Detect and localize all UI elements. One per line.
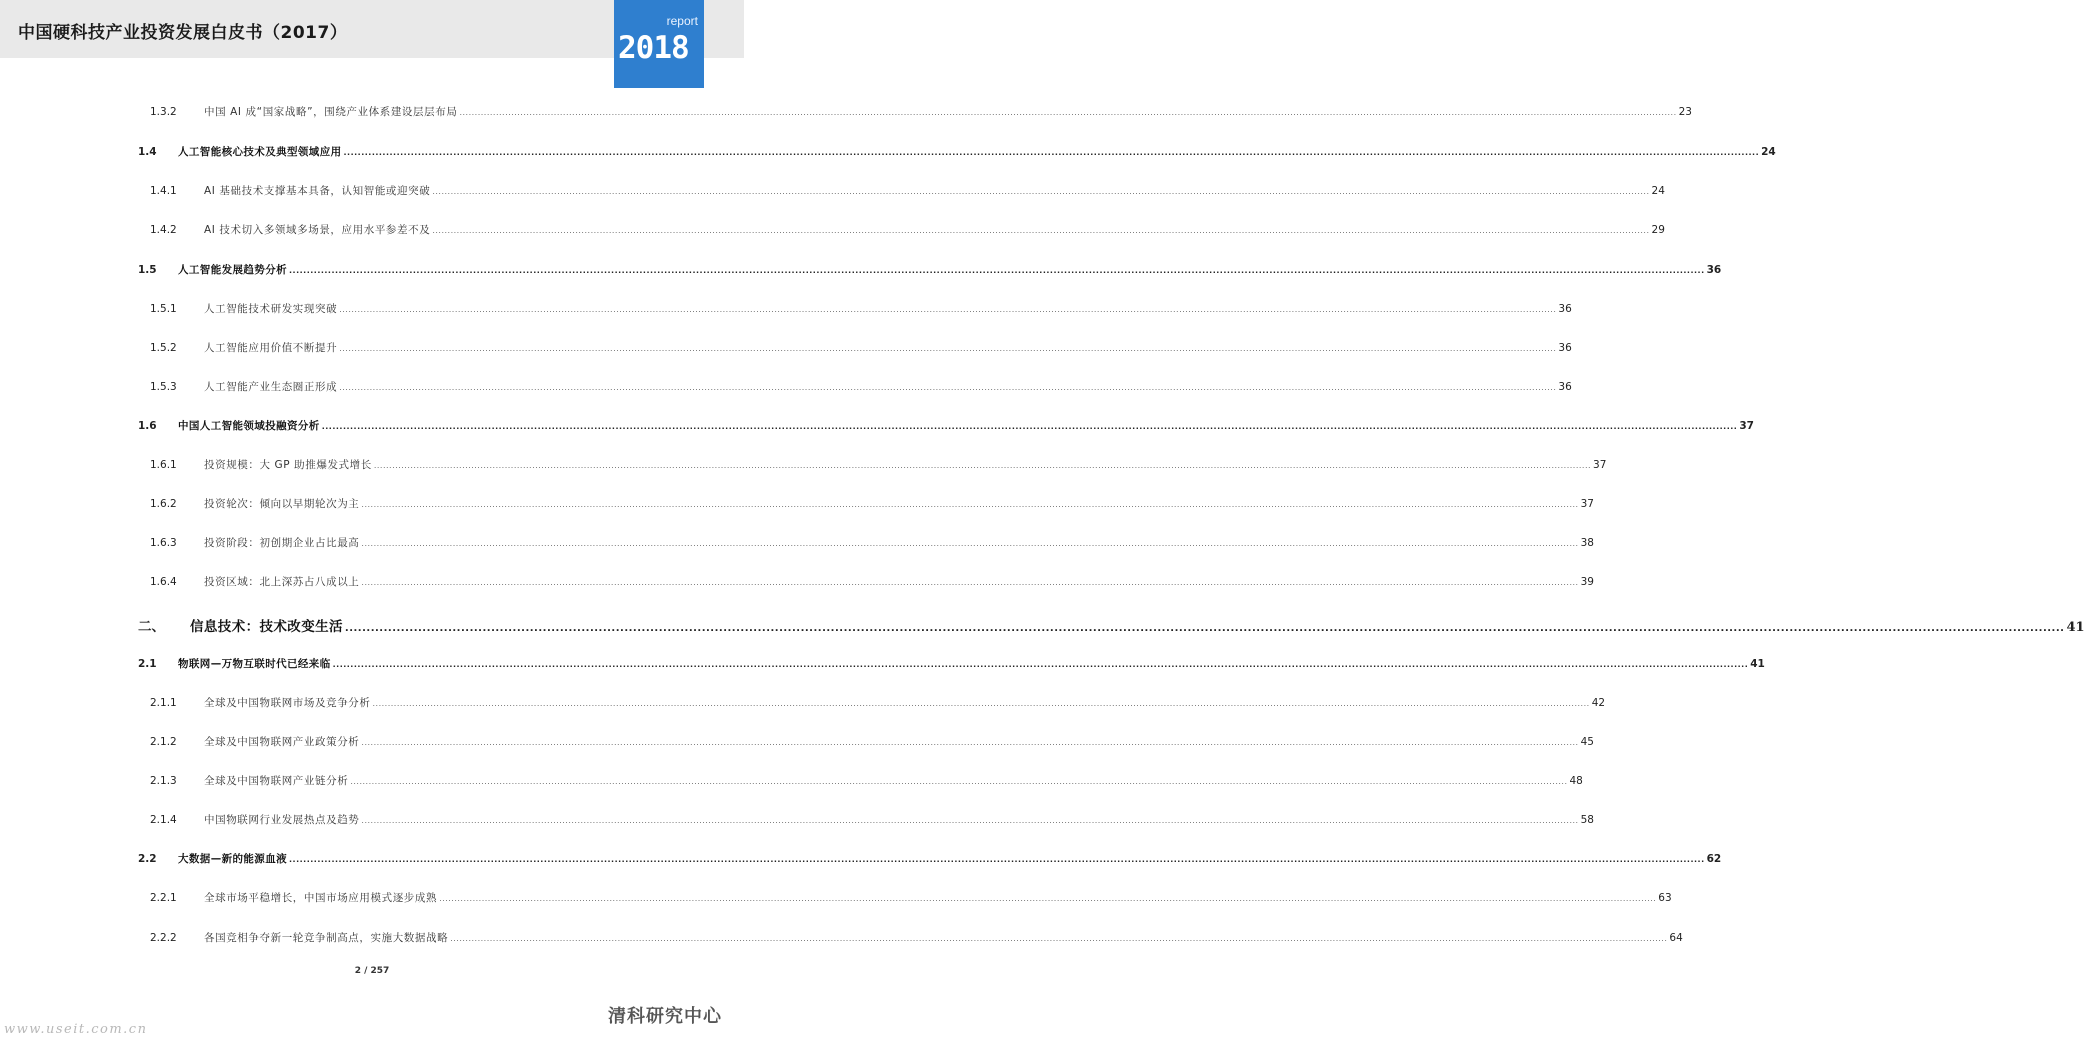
toc-leader-dots: ................................................................................................................................................................................................................................................................................................................................................................................................................ [432, 226, 1650, 235]
toc-entry-page: 36 [1558, 342, 1572, 354]
toc-entry[interactable] [138, 418, 1754, 433]
toc-leader-dots: ................................................................................................................................................................................................................................................................................................................................................................................................................ [361, 816, 1579, 825]
toc-entry[interactable] [138, 851, 1722, 866]
toc-entry-title: 人工智能技术研发实现突破 [204, 303, 338, 315]
toc-entry[interactable] [150, 535, 1594, 550]
toc-leader-dots: ................................................................................................................................................................................................................................................................................................................................................................................................................ [439, 894, 1657, 903]
toc-entry-page: 36 [1558, 303, 1572, 315]
toc-entry-title: 各国竞相争夺新一轮竞争制高点，实施大数据战略 [204, 932, 449, 944]
toc-entry-page: 37 [1593, 459, 1607, 471]
toc-leader-dots: ................................................................................................................................................................................................................................................................................................................................................................................................................ [332, 660, 1749, 669]
toc-leader-dots: ................................................................................................................................................................................................................................................................................................................................................................................................................ [361, 539, 1579, 548]
toc-entry-title: 投资区域：北上深苏占八成以上 [204, 576, 360, 588]
toc-entry-title: 中国 AI 成“国家战略”，围绕产业体系建设层层布局 [204, 106, 458, 118]
toc-entry-page: 42 [1591, 697, 1606, 709]
toc-entry-title: 物联网—万物互联时代已经来临 [178, 658, 331, 670]
report-year-badge [614, 0, 704, 88]
toc-entry[interactable] [150, 301, 1572, 316]
toc-entry-title: 中国人工智能领域投融资分析 [178, 420, 320, 432]
toc-entry-page: 36 [1706, 264, 1722, 276]
toc-leader-dots: ................................................................................................................................................................................................................................................................................................................................................................................................................ [432, 187, 1650, 196]
toc-leader-dots: ................................................................................................................................................................................................................................................................................................................................................................................................................ [361, 578, 1579, 587]
toc-entry[interactable] [150, 457, 1607, 472]
toc-entry[interactable] [150, 183, 1665, 198]
document-title: 中国硬科技产业投资发展白皮书（2017） [18, 23, 348, 43]
toc-entry-page: 38 [1580, 537, 1594, 549]
toc-entry-page: 24 [1651, 185, 1665, 197]
toc-entry-page: 24 [1761, 146, 1776, 158]
toc-leader-dots: ................................................................................................................................................................................................................................................................................................................................................................................................................ [339, 344, 1557, 353]
toc-entry-number: 2.1.4 [150, 814, 177, 826]
toc-entry-title: 中国物联网行业发展热点及趋势 [204, 814, 360, 826]
toc-entry-title: 全球及中国物联网产业政策分析 [204, 736, 360, 748]
toc-entry-title: 人工智能核心技术及典型领域应用 [178, 146, 342, 158]
toc-entry-page: 41 [1750, 658, 1765, 670]
toc-entry-number: 2.1.1 [150, 697, 177, 709]
toc-entry-page: 39 [1580, 576, 1594, 588]
toc-entry[interactable] [150, 773, 1583, 788]
toc-entry-number: 1.4.1 [150, 185, 177, 197]
toc-entry[interactable] [138, 615, 2085, 635]
toc-leader-dots: ................................................................................................................................................................................................................................................................................................................................................................................................................ [373, 461, 1592, 470]
watermark: www.useit.com.cn [4, 1022, 148, 1037]
toc-leader-dots: ................................................................................................................................................................................................................................................................................................................................................................................................................ [459, 108, 1677, 117]
toc-entry-page: 23 [1678, 106, 1692, 118]
brand-logo-text: 清科研究中心 [608, 1006, 722, 1027]
toc-entry-title: 投资轮次：倾向以早期轮次为主 [204, 498, 360, 510]
toc-entry[interactable] [150, 496, 1594, 511]
toc-entry-page: 64 [1669, 932, 1683, 944]
toc-entry-page: 62 [1706, 853, 1722, 865]
toc-entry-title: 全球及中国物联网市场及竞争分析 [204, 697, 371, 709]
toc-entry-number: 1.5.2 [150, 342, 177, 354]
toc-entry[interactable] [150, 104, 1692, 119]
toc-leader-dots: ................................................................................................................................................................................................................................................................................................................................................................................................................ [344, 623, 2065, 634]
toc-entry-number: 2.2.2 [150, 932, 177, 944]
toc-entry-number: 1.5.3 [150, 381, 177, 393]
toc-entry-number: 1.6.2 [150, 498, 177, 510]
toc-entry-title: 全球市场平稳增长，中国市场应用模式逐步成熟 [204, 892, 438, 904]
toc-entry[interactable] [138, 656, 1765, 671]
toc-leader-dots: ................................................................................................................................................................................................................................................................................................................................................................................................................ [343, 148, 1760, 157]
toc-entry-page: 48 [1569, 775, 1583, 787]
toc-entry-page: 63 [1658, 892, 1672, 904]
toc-leader-dots: ................................................................................................................................................................................................................................................................................................................................................................................................................ [361, 738, 1579, 747]
toc-entry[interactable] [150, 574, 1594, 589]
toc-entry-number: 1.6.1 [150, 459, 177, 471]
toc-entry-number: 2.1 [138, 658, 157, 670]
badge-report-label: report [666, 14, 698, 28]
badge-year: 2018 [618, 30, 689, 66]
toc-leader-dots: ................................................................................................................................................................................................................................................................................................................................................................................................................ [289, 855, 1705, 864]
toc-entry[interactable] [138, 144, 1776, 159]
toc-entry-number: 1.4.2 [150, 224, 177, 236]
toc-entry-title: 投资阶段：初创期企业占比最高 [204, 537, 360, 549]
toc-entry-title: 人工智能发展趋势分析 [178, 264, 287, 276]
toc-leader-dots: ................................................................................................................................................................................................................................................................................................................................................................................................................ [450, 934, 1668, 943]
toc-entry-number: 1.6.3 [150, 537, 177, 549]
toc-entry-title: AI 技术切入多领域多场景，应用水平参差不及 [204, 224, 431, 236]
toc-leader-dots: ................................................................................................................................................................................................................................................................................................................................................................................................................ [321, 422, 1738, 431]
toc-entry[interactable] [150, 379, 1572, 394]
toc-entry-title: AI 基础技术支撑基本具备，认知智能或迎突破 [204, 185, 431, 197]
toc-entry-title: 全球及中国物联网产业链分析 [204, 775, 349, 787]
toc-entry-number: 1.5.1 [150, 303, 177, 315]
toc-entry[interactable] [150, 812, 1594, 827]
toc-entry-number: 1.6 [138, 420, 157, 432]
toc-entry-page: 36 [1558, 381, 1572, 393]
toc-entry[interactable] [150, 340, 1572, 355]
toc-entry-number: 2.2.1 [150, 892, 177, 904]
toc-entry-number: 2.1.2 [150, 736, 177, 748]
toc-leader-dots: ................................................................................................................................................................................................................................................................................................................................................................................................................ [361, 500, 1579, 509]
toc-entry-number: 1.6.4 [150, 576, 177, 588]
toc-entry[interactable] [150, 890, 1672, 905]
toc-entry-title: 投资规模：大 GP 助推爆发式增长 [204, 459, 372, 471]
toc-leader-dots: ................................................................................................................................................................................................................................................................................................................................................................................................................ [350, 777, 1568, 786]
toc-entry-number: 2.1.3 [150, 775, 177, 787]
toc-entry-page: 41 [2066, 620, 2085, 635]
toc-entry-page: 58 [1580, 814, 1594, 826]
toc-entry-number: 二、 [138, 619, 165, 635]
page-indicator: 2 / 257 [354, 966, 390, 976]
toc-leader-dots: ................................................................................................................................................................................................................................................................................................................................................................................................................ [372, 699, 1590, 708]
toc-leader-dots: ................................................................................................................................................................................................................................................................................................................................................................................................................ [339, 383, 1557, 392]
toc-entry-number: 1.4 [138, 146, 157, 158]
toc-entry-page: 45 [1580, 736, 1594, 748]
toc-entry[interactable] [150, 930, 1683, 945]
toc-entry[interactable] [150, 222, 1665, 237]
toc-entry[interactable] [150, 695, 1606, 710]
toc-entry[interactable] [138, 262, 1722, 277]
toc-entry[interactable] [150, 734, 1594, 749]
toc-leader-dots: ................................................................................................................................................................................................................................................................................................................................................................................................................ [289, 266, 1705, 275]
toc-entry-number: 2.2 [138, 853, 157, 865]
toc-leader-dots: ................................................................................................................................................................................................................................................................................................................................................................................................................ [339, 305, 1557, 314]
toc-entry-title: 人工智能应用价值不断提升 [204, 342, 338, 354]
toc-entry-title: 人工智能产业生态圈正形成 [204, 381, 338, 393]
toc-entry-title: 大数据—新的能源血液 [178, 853, 287, 865]
toc-entry-page: 29 [1651, 224, 1665, 236]
toc-entry-page: 37 [1739, 420, 1754, 432]
toc-entry-page: 37 [1580, 498, 1594, 510]
toc-entry-title: 信息技术：技术改变生活 [190, 619, 343, 635]
toc-entry-number: 1.3.2 [150, 106, 177, 118]
toc-entry-number: 1.5 [138, 264, 157, 276]
